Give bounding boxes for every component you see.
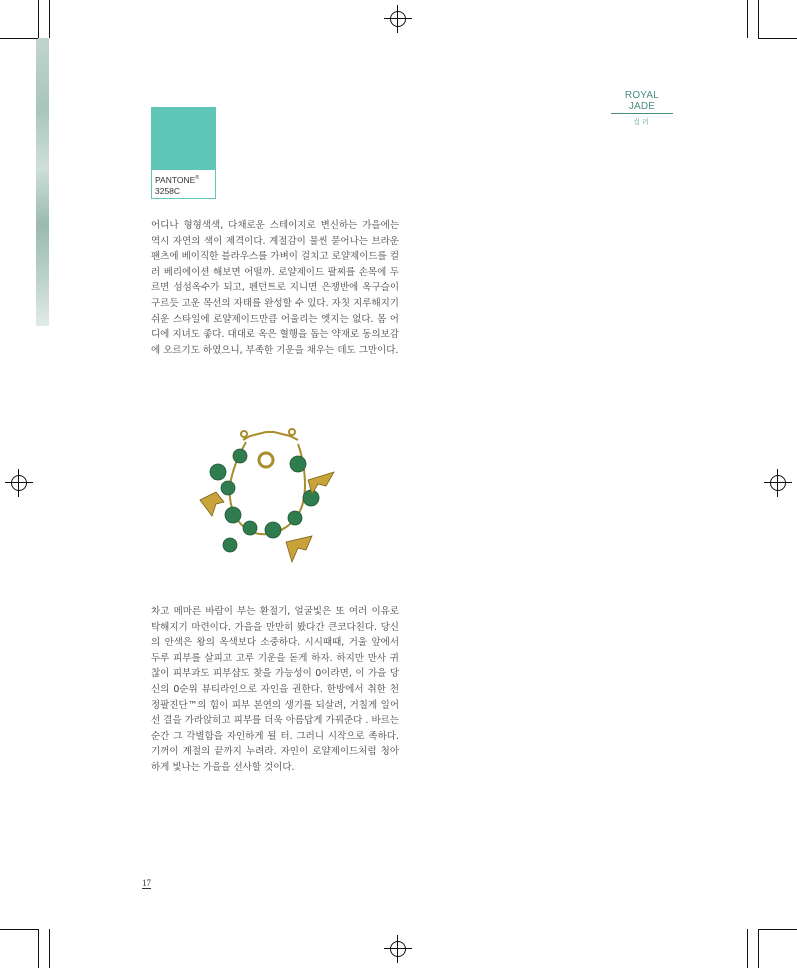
crop-mark [38, 0, 39, 38]
section-title: ROYAL JADE [611, 90, 673, 114]
jade-bracelet-image [188, 420, 348, 580]
crop-mark [758, 929, 759, 968]
page-number: 17 [142, 878, 151, 888]
crop-mark [0, 929, 38, 930]
crop-mark [758, 38, 797, 39]
section-subtitle: 컬러 [633, 118, 651, 126]
marble-edge-strip [36, 38, 49, 326]
swatch-code: 3258C [155, 185, 181, 196]
pantone-swatch [151, 107, 216, 199]
crop-mark [747, 0, 748, 38]
swatch-color-block [152, 108, 215, 170]
article-paragraph-2: 차고 메마른 바람이 부는 환절기, 얼굴빛은 또 여러 이유로 탁해지기 마련이다. 가을을 만만히 봤다간 큰코다친다. 당신의 안색은 왕의 옥색보다 소중하다. 시시때때, 거울 앞에서 두루 피부를 살피고 고루 기운을 돋게 하자. 하지만 만사 귀찮이 피부과도 피부샵도 찾을 가능성이 0이라면, 이 가을 당신의 0순위 뷰티라인으로 자인을 권한다. 한방에서 취한 천정팔진단™의 힘이 피부 본연의 생기를 되살려, 거칠게 일어선 결을 가라앉히고 피부를 더욱 아름답게 가꿔준다 . 바르는 순간 그 각별함을 자인하게 될 터. 그러니 시작으로 족하다. 기꺼이 계절의 끝까지 누려라. 자인이 로얄제이드처럼 청아하게 빛나는 가을을 선사할 것이다. [151, 606, 399, 773]
crop-mark [758, 929, 797, 930]
registration-mark-top [384, 5, 412, 33]
swatch-brand: PANTONE [155, 174, 196, 185]
registration-mark-right [764, 469, 792, 497]
article-paragraph-1: 어디나 형형색색, 다채로운 스테이지로 변신하는 가을에는 역시 자연의 색이 제격이다. 계절감이 물씬 묻어나는 브라운 팬츠에 베이직한 블라우스를 가벼이 걸치고 로얄제이드를 컬러 베리에이션 해보면 어떨까. 로얄제이드 팔찌를 손목에 두르면 섬섬옥수가 되고, 펜던트로 지니면 은쟁반에 옥구슬이 구르듯 고운 목선의 자태를 완성할 수 있다. 자칫 지루해지기 쉬운 스타일에 로얄제이드만큼 어울리는 엣지는 없다. 몸 어디에 지녀도 좋다. 대대로 옥은 혈행을 돕는 약재로 동의보감에 오르기도 하였으니, 부족한 기운을 채우는 데도 그만이다. [151, 220, 399, 356]
crop-mark [38, 929, 39, 968]
section-header [611, 90, 673, 127]
crop-mark [758, 0, 759, 38]
swatch-label [152, 170, 215, 197]
registration-mark-bottom [384, 935, 412, 963]
registration-mark-left [5, 469, 33, 497]
crop-mark [49, 0, 50, 38]
crop-mark [49, 929, 50, 968]
crop-mark [0, 38, 38, 39]
registered-mark: ® [195, 175, 199, 181]
crop-mark [747, 929, 748, 968]
